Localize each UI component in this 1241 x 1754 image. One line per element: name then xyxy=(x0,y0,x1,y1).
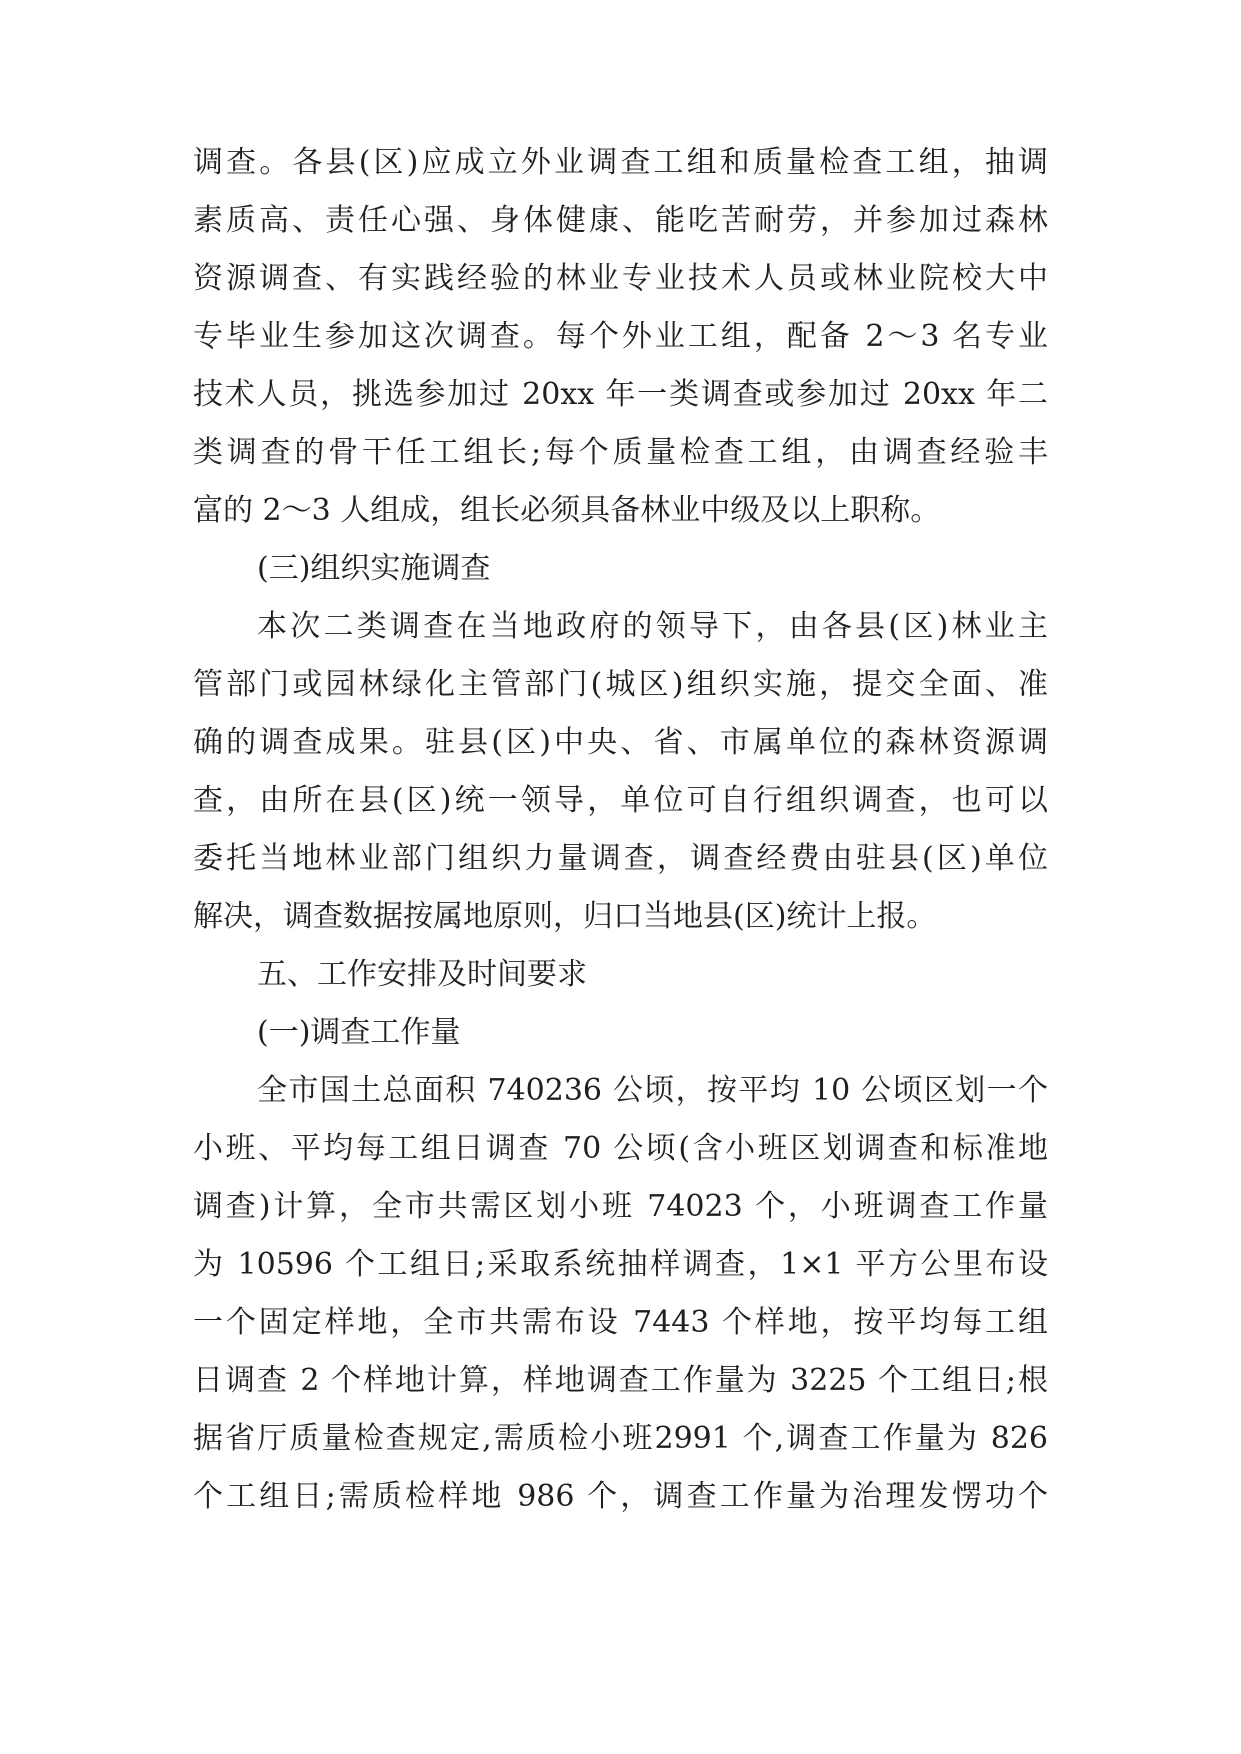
body-text-line: 小班、平均每工组日调查 70 公顷(含小班区划调查和标准地 xyxy=(193,1131,1048,1166)
body-text-line: 日调查 2 个样地计算，样地调查工作量为 3225 个工组日;根 xyxy=(193,1363,1048,1398)
body-text-line: 全市国土总面积 740236 公顷，按平均 10 公顷区划一个 xyxy=(257,1073,1048,1108)
body-text-line: 确的调查成果。驻县(区)中央、省、市属单位的森林资源调 xyxy=(193,725,1048,760)
body-text-line: 为 10596 个工组日;采取系统抽样调查，1×1 平方公里布设 xyxy=(193,1247,1048,1282)
body-text-line: 委托当地林业部门组织力量调查，调查经费由驻县(区)单位 xyxy=(193,841,1048,876)
body-text-line: 素质高、责任心强、身体健康、能吃苦耐劳，并参加过森林 xyxy=(193,203,1048,238)
body-text-line: 查，由所在县(区)统一领导，单位可自行组织调查，也可以 xyxy=(193,783,1048,818)
body-text-line: 管部门或园林绿化主管部门(城区)组织实施，提交全面、准 xyxy=(193,667,1048,702)
body-text-line: 据省厅质量检查规定,需质检小班2991 个,调查工作量为 826 xyxy=(193,1421,1048,1456)
section-heading: (三)组织实施调查 xyxy=(257,551,491,586)
section-heading: 五、工作安排及时间要求 xyxy=(257,957,587,992)
body-text-line: 专毕业生参加这次调查。每个外业工组，配备 2～3 名专业 xyxy=(193,319,1048,354)
body-text-line: 调查。各县(区)应成立外业调查工组和质量检查工组，抽调 xyxy=(193,145,1048,180)
subsection-heading: (一)调查工作量 xyxy=(257,1015,461,1050)
body-text-line: 一个固定样地，全市共需布设 7443 个样地，按平均每工组 xyxy=(193,1305,1048,1340)
body-text-line: 本次二类调查在当地政府的领导下，由各县(区)林业主 xyxy=(257,609,1048,644)
body-text-line: 富的 2～3 人组成，组长必须具备林业中级及以上职称。 xyxy=(193,493,941,528)
body-text-line: 调查)计算，全市共需区划小班 74023 个，小班调查工作量 xyxy=(193,1189,1048,1224)
body-text-line: 类调查的骨干任工组长;每个质量检查工组，由调查经验丰 xyxy=(193,435,1048,470)
body-text-line: 资源调查、有实践经验的林业专业技术人员或林业院校大中 xyxy=(193,261,1048,296)
body-text-line: 技术人员，挑选参加过 20xx 年一类调查或参加过 20xx 年二 xyxy=(193,377,1048,412)
body-text-line: 个工组日;需质检样地 986 个，调查工作量为治理发愣功个 xyxy=(193,1479,1048,1514)
body-text-line: 解决，调查数据按属地原则，归口当地县(区)统计上报。 xyxy=(193,899,937,934)
